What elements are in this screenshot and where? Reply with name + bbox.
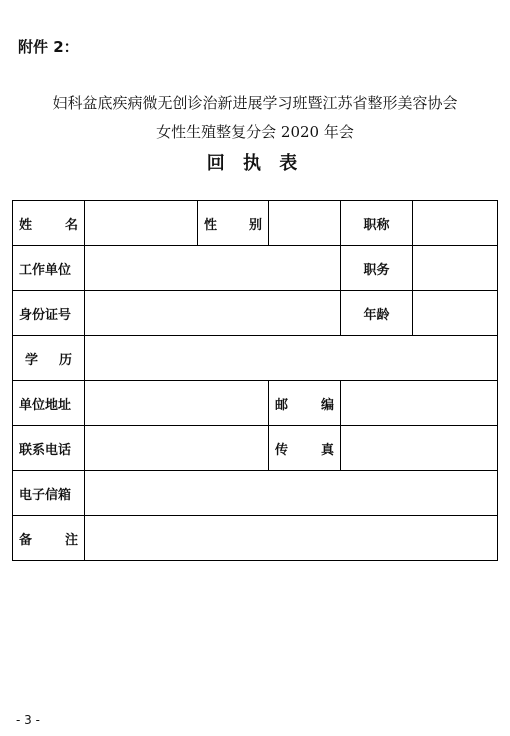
fax-field[interactable] — [341, 426, 498, 471]
education-label: 学 历 — [13, 336, 85, 381]
phone-label: 联系电话 — [13, 426, 85, 471]
employer-field[interactable] — [85, 246, 341, 291]
page-number: - 3 - — [16, 713, 40, 727]
remarks-field[interactable] — [85, 516, 498, 561]
education-field[interactable] — [85, 336, 498, 381]
fax-label: 传 真 — [269, 426, 341, 471]
email-field[interactable] — [85, 471, 498, 516]
age-label: 年龄 — [341, 291, 413, 336]
table-row — [13, 336, 498, 381]
id-number-label: 身份证号 — [13, 291, 85, 336]
title-field[interactable] — [413, 201, 498, 246]
name-label: 姓 名 — [13, 201, 85, 246]
employer-label: 工作单位 — [13, 246, 85, 291]
email-label: 电子信箱 — [13, 471, 85, 516]
gender-label: 性 别 — [198, 201, 269, 246]
id-number-field[interactable] — [85, 291, 341, 336]
form-title: 回 执 表 — [206, 153, 304, 174]
table-row — [13, 246, 498, 291]
position-field[interactable] — [413, 246, 498, 291]
table-row — [13, 426, 498, 471]
table-row — [13, 471, 498, 516]
document-title-line2: 女性生殖整复分会 2020 年会 — [156, 123, 354, 141]
position-label: 职务 — [341, 246, 413, 291]
title-label: 职称 — [341, 201, 413, 246]
address-field[interactable] — [85, 381, 269, 426]
table-row — [13, 201, 498, 246]
phone-field[interactable] — [85, 426, 269, 471]
remarks-label: 备 注 — [13, 516, 85, 561]
address-label: 单位地址 — [13, 381, 85, 426]
document-title-line1: 妇科盆底疾病微无创诊治新进展学习班暨江苏省整形美容协会 — [52, 94, 458, 112]
table-row — [13, 381, 498, 426]
name-field[interactable] — [85, 201, 198, 246]
age-field[interactable] — [413, 291, 498, 336]
table-row — [13, 291, 498, 336]
attachment-label: 附件 2： — [18, 38, 79, 56]
gender-field[interactable] — [269, 201, 341, 246]
postcode-label: 邮 编 — [269, 381, 341, 426]
table-row — [13, 516, 498, 561]
postcode-field[interactable] — [341, 381, 498, 426]
receipt-form-table — [12, 200, 498, 561]
